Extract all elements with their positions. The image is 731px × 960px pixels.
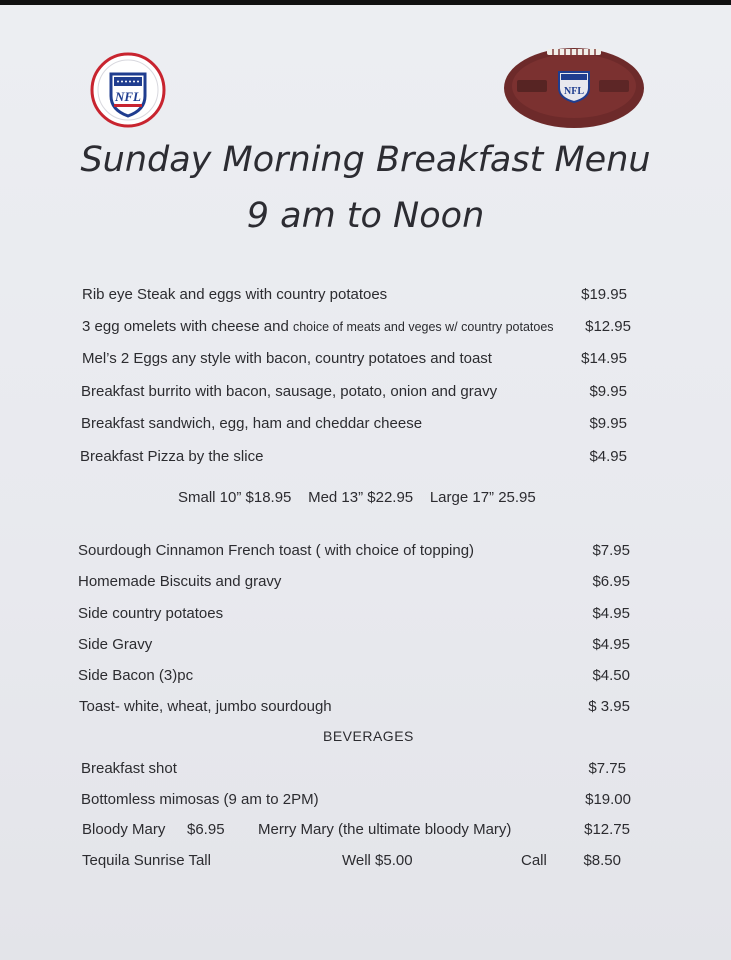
menu-item-name-main: 3 egg omelets with cheese and xyxy=(82,318,293,335)
menu-item-name: Side country potatoes xyxy=(78,605,224,622)
menu-item-price: $7.95 xyxy=(592,542,630,559)
menu-item-name: Sourdough Cinnamon French toast ( with choice of topping) xyxy=(78,542,475,559)
menu-item-price: $ 3.95 xyxy=(588,698,630,715)
menu-item-name: Side Bacon (3)pc xyxy=(78,667,194,684)
menu-item-price: $6.95 xyxy=(592,573,630,590)
menu-item-name: Rib eye Steak and eggs with country potatoes xyxy=(82,286,388,303)
menu-item-name-detail: choice of meats and veges w/ country potatoes xyxy=(292,320,554,334)
football-nfl-text: NFL xyxy=(564,86,584,97)
menu-item-name: Mel’s 2 Eggs any style with bacon, country potatoes and toast xyxy=(82,350,492,367)
beverage-price: $12.75 xyxy=(584,821,630,838)
pizza-sizes: Small 10” $18.95 Med 13” $22.95 Large 17” 25.95 xyxy=(178,489,536,506)
menu-hours: 9 am to Noon xyxy=(246,196,485,236)
menu-item-price: $4.95 xyxy=(592,636,630,653)
nfl-shield-logo xyxy=(90,52,166,128)
beverage-name: Breakfast shot xyxy=(81,760,177,777)
menu-item-name: Breakfast sandwich, egg, ham and cheddar cheese xyxy=(81,415,423,432)
menu-item-price: $14.95 xyxy=(581,350,627,367)
beverage-name: Merry Mary (the ultimate bloody Mary) xyxy=(258,821,512,838)
beverage-name-price: $6.95 xyxy=(187,821,225,838)
menu-item-name: Toast- white, wheat, jumbo sourdough xyxy=(79,698,332,715)
menu-title: Sunday Morning Breakfast Menu xyxy=(80,140,651,180)
menu-item-price: $9.95 xyxy=(589,383,627,400)
menu-item-price: $4.50 xyxy=(592,667,630,684)
menu-item-price: $9.95 xyxy=(589,415,627,432)
menu-item-name: Breakfast burrito with bacon, sausage, potato, onion and gravy xyxy=(81,383,498,400)
nfl-shield-text: NFL xyxy=(115,89,141,104)
menu-item-name: Homemade Biscuits and gravy xyxy=(78,573,282,590)
menu-item-name xyxy=(82,318,554,335)
beverage-price: $19.00 xyxy=(585,791,631,808)
menu-item-price: $12.95 xyxy=(585,318,631,335)
beverage-name: Bottomless mimosas (9 am to 2PM) xyxy=(81,791,319,808)
menu-item-name: Side Gravy xyxy=(78,636,153,653)
beverages-heading: BEVERAGES xyxy=(323,728,414,744)
menu-item-name: Breakfast Pizza by the slice xyxy=(80,448,264,465)
menu-item-price: $19.95 xyxy=(581,286,627,303)
beverage-name: Tequila Sunrise Tall xyxy=(82,852,211,869)
beverage-price: $7.75 xyxy=(588,760,626,777)
football-logo xyxy=(503,42,645,130)
beverage-name: Bloody Mary xyxy=(82,821,166,838)
beverage-call-label: Call xyxy=(521,852,547,869)
beverage-price: $8.50 xyxy=(583,852,621,869)
menu-item-price: $4.95 xyxy=(589,448,627,465)
beverage-well-price: Well $5.00 xyxy=(342,852,413,869)
menu-item-price: $4.95 xyxy=(592,605,630,622)
